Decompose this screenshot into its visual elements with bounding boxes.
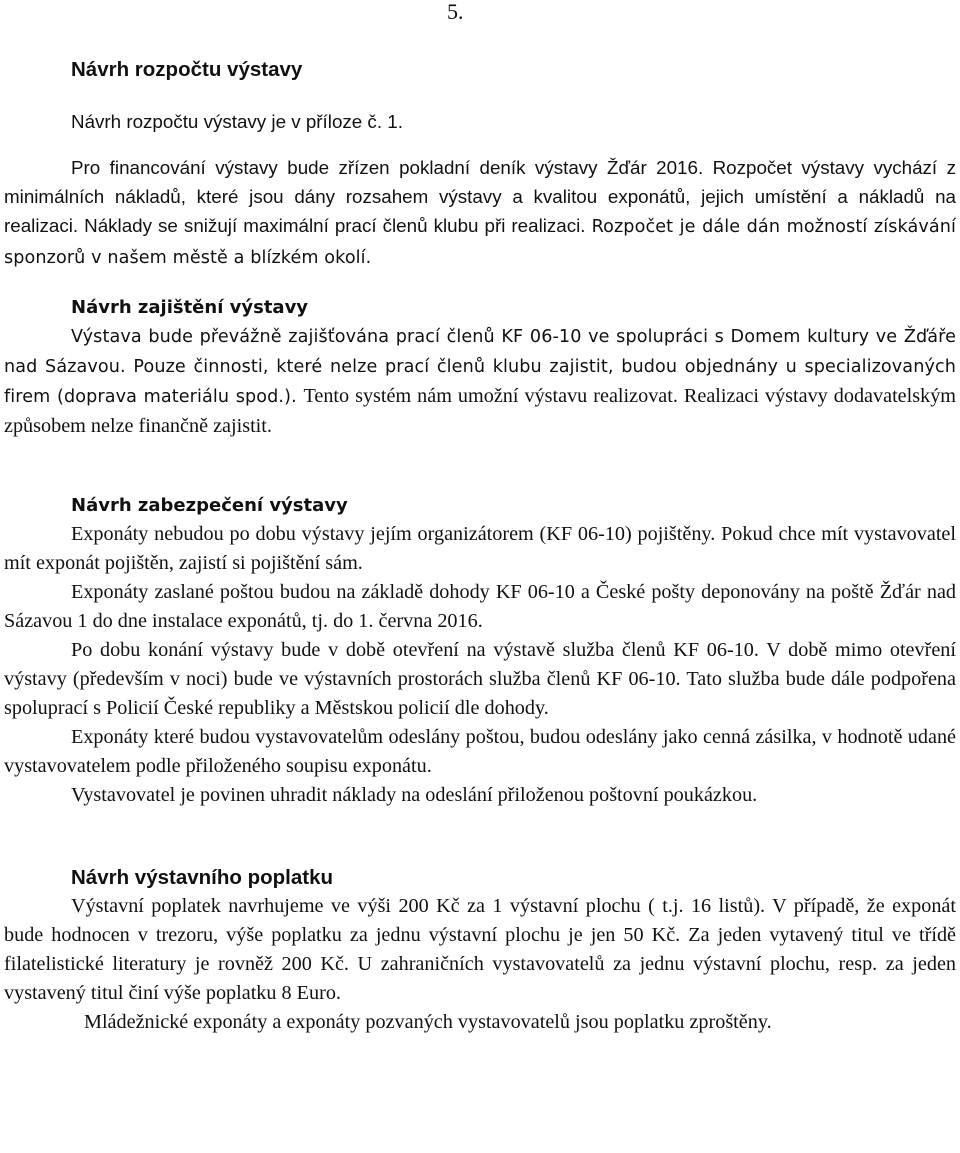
paragraph-insurance: Exponáty nebudou po dobu výstavy jejím organizátorem (KF 06-10) pojištěny. Pokud chce mít vystavovatel mít exponát pojištěn, zajistí si pojištění sám. [4, 523, 956, 574]
securing-text-a: Výstava bude převážně zajišťována prací členů KF 06-10 ve spolupráci s Domem kultury ve Žďáře nad Sázavou. [4, 327, 956, 377]
section-title-fee: Návrh výstavního poplatku [71, 866, 334, 889]
section-title-budget: Návrh rozpočtu výstavy [71, 58, 303, 81]
budget-sponsors-text: Rozpočet je dále dán možností získávání sponzorů v našem městě a blízkém okolí. [4, 217, 956, 268]
paragraph-budget-details [4, 153, 956, 273]
paragraph-fee: Výstavní poplatek navrhujeme ve výši 200 Kč za 1 výstavní plochu ( t.j. 16 listů). V případě, že exponát bude hodnocen v trezoru, výše poplatku za jednu výstavní plochu je jen 50 Kč. Za jeden vytavený titul ve třídě filatelistické literatury je rovněž 200 Kč. U zahraničních vystavovatelů za jednu výstavní plochu, resp. za jeden vystavený titul činí výše poplatku 8 Euro. [4, 895, 956, 1004]
paragraph-youth-exemption: Mládežnické exponáty a exponáty pozvaných vystavovatelů jsou poplatku zproštěny. [84, 1011, 772, 1033]
paragraph-securing [4, 322, 956, 441]
securing-text-c: Tento systém nám umožní výstavu realizovat. Realizaci výstavy dodavatelským způsobem nelze finančně zajistit. [4, 385, 956, 437]
section-title-security: Návrh zabezpečení výstavy [71, 495, 348, 516]
securing-text-b: Pouze činnosti, které nelze prací členů klubu zajistit, budou objednány u specializovaných firem (doprava materiálu spod.). [4, 357, 956, 407]
section-security [4, 491, 956, 810]
paragraph-service: Po dobu konání výstavy bude v době otevření na výstavě služba členů KF 06-10. V době mimo otevření výstavy (především v noci) bude ve výstavních prostorách služba členů KF 06-10. Tato služba bude dále podpořena spoluprací s Policií České republiky a Městskou policií dle dohody. [4, 639, 956, 719]
section-fee [4, 863, 956, 1037]
section-budget [4, 55, 956, 273]
paragraph-post-deposit: Exponáty zaslané poštou budou na základě dohody KF 06-10 a České pošty deponovány na poště Žďár nad Sázavou 1 do dne instalace exponátů, tj. do 1. června 2016. [4, 581, 956, 632]
page-number: 5. [447, 0, 464, 24]
section-title-securing: Návrh zajištění výstavy [71, 297, 309, 318]
paragraph-shipping-costs: Vystavovatel je povinen uhradit náklady na odeslání přiloženou poštovní poukázkou. [71, 784, 758, 806]
paragraph-return-shipping: Exponáty které budou vystavovatelům odeslány poštou, budou odeslány jako cenná zásilka, v hodnotě udané vystavovatelem podle přiloženého soupisu exponátu. [4, 726, 956, 777]
budget-details-text: Pro financování výstavy bude zřízen pokladní deník výstavy Žďár 2016. Rozpočet výstavy vychází z minimálních nákladů, které jsou dány rozsahem výstavy a kvalitou exponátů, jejich umístění a nákladů na realizaci. Náklady se snižují maximální prací členů klubu při realizaci. [4, 157, 956, 236]
paragraph-budget-attachment: Návrh rozpočtu výstavy je v příloze č. 1. [71, 111, 403, 132]
document-body [4, 55, 956, 1037]
section-securing [4, 293, 956, 441]
